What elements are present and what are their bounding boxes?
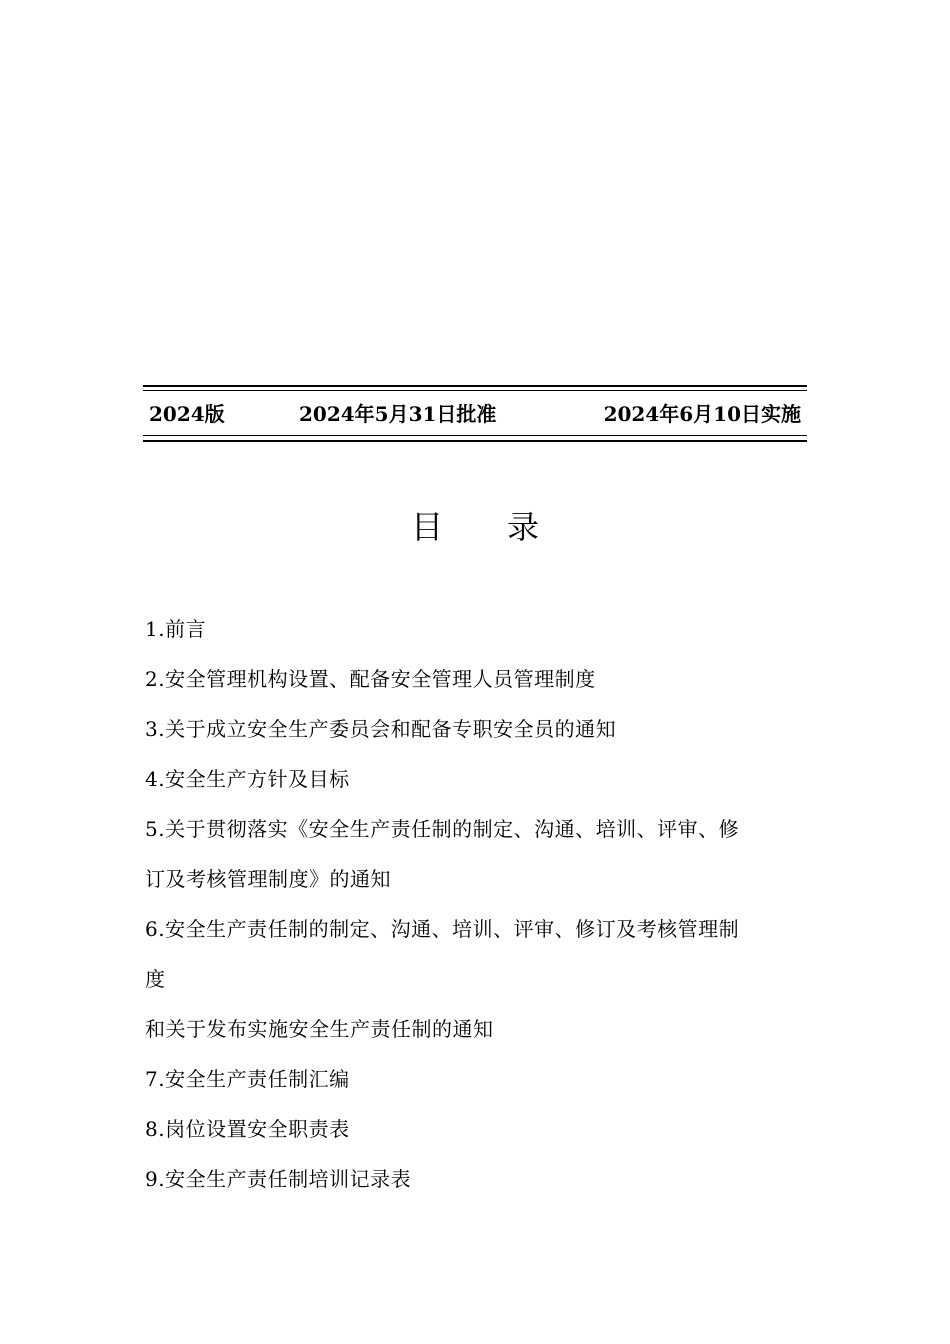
toc-line: 订及考核管理制度》的通知	[145, 867, 391, 891]
toc-line: 6.安全生产责任制的制定、沟通、培训、评审、修订及考核管理制	[145, 917, 740, 941]
bottom-double-rule-inner	[143, 435, 807, 436]
toc-heading	[0, 505, 950, 549]
toc-line: 2.安全管理机构设置、配备安全管理人员管理制度	[145, 667, 596, 691]
toc-line: 8.岗位设置安全职责表	[145, 1117, 350, 1141]
toc-line: 度	[145, 967, 166, 991]
toc-line: 1.前言	[145, 617, 207, 641]
toc-line: 5.关于贯彻落实《安全生产责任制的制定、沟通、培训、评审、修	[145, 817, 740, 841]
toc-line: 4.安全生产方针及目标	[145, 767, 350, 791]
bottom-double-rule-outer	[143, 440, 807, 442]
toc-line: 7.安全生产责任制汇编	[145, 1067, 350, 1091]
effective-date: 2024年6月10日实施	[603, 402, 801, 426]
toc-line: 9.安全生产责任制培训记录表	[145, 1167, 412, 1191]
top-double-rule-inner	[143, 390, 807, 391]
toc-line: 和关于发布实施安全生产责任制的通知	[145, 1017, 494, 1041]
toc-line: 3.关于成立安全生产委员会和配备专职安全员的通知	[145, 717, 617, 741]
top-double-rule-outer	[143, 385, 807, 387]
approval-date: 2024年5月31日批准	[299, 402, 497, 426]
toc-list	[145, 604, 809, 1204]
toc-heading-char-1: 目	[410, 508, 443, 546]
toc-heading-char-2: 录	[507, 508, 540, 546]
edition-label: 2024版	[149, 402, 225, 426]
approval-band	[143, 385, 807, 443]
